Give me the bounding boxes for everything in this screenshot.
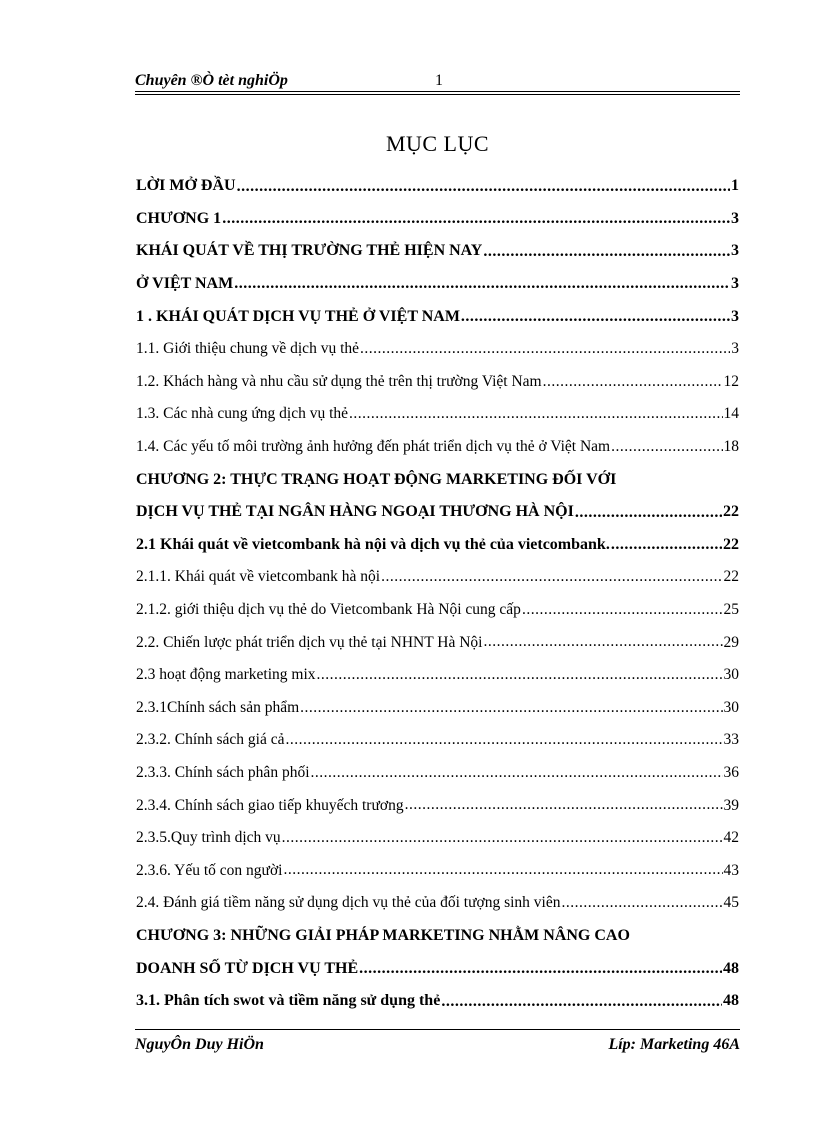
toc-entry-text: 2.1 Khái quát về vietcombank hà nội và dịch vụ thẻ của vietcombank.	[136, 535, 610, 553]
toc-entry[interactable]	[136, 431, 739, 464]
toc-leader-dots	[237, 177, 730, 196]
page-footer	[135, 1036, 740, 1058]
toc-leader-dots	[441, 992, 722, 1011]
toc-entry-page: 3	[731, 275, 739, 293]
toc-entry-page: 30	[723, 666, 739, 684]
footer-class: Líp: Marketing 46A	[608, 1036, 740, 1053]
toc-leader-dots	[282, 829, 723, 848]
toc-entry-page: 22	[723, 535, 739, 553]
toc-entry-text: CHƯƠNG 1	[136, 209, 222, 227]
toc-leader-dots	[286, 731, 723, 750]
toc-leader-dots	[611, 535, 722, 554]
toc-leader-dots	[562, 894, 723, 913]
toc-entry[interactable]	[136, 203, 739, 236]
toc-leader-dots	[311, 764, 723, 783]
toc-leader-dots	[359, 959, 722, 978]
toc-leader-dots	[611, 438, 722, 457]
toc-leader-dots	[522, 601, 723, 620]
toc-entry-text: 2.3.6. Yếu tố con người	[136, 861, 283, 879]
toc-entry-page: 48	[723, 959, 739, 977]
toc-entry-page: 22	[723, 568, 739, 586]
toc-entry[interactable]	[136, 496, 739, 529]
toc-entry-page: 3	[731, 340, 739, 358]
toc-entry-text: 2.3 hoạt động marketing mix	[136, 666, 316, 684]
toc-entry[interactable]	[136, 268, 739, 301]
toc-entry[interactable]	[136, 300, 739, 333]
toc-entry[interactable]	[136, 170, 739, 203]
toc-entry[interactable]	[136, 398, 739, 431]
header-rule-bottom	[135, 94, 740, 95]
toc-entry[interactable]	[136, 692, 739, 725]
toc-entry-text: CHƯƠNG 2: THỰC TRẠNG HOẠT ĐỘNG MARKETING ĐỐI VỚI	[136, 470, 617, 488]
toc-entry-page: 14	[723, 405, 739, 423]
toc-entry-text: 2.3.3. Chính sách phân phối	[136, 763, 310, 781]
toc-entry-text: 1.1. Giới thiệu chung về dịch vụ thẻ	[136, 340, 360, 358]
toc-entry-text: 2.4. Đánh giá tiềm năng sử dụng dịch vụ thẻ của đối tượng sinh viên	[136, 894, 561, 912]
toc-entry-text: 2.3.2. Chính sách giá cả	[136, 731, 285, 749]
toc-entry-page: 3	[731, 209, 739, 227]
toc-leader-dots	[222, 209, 730, 228]
toc-leader-dots	[483, 242, 730, 261]
toc-entry-text: CHƯƠNG 3: NHỮNG GIẢI PHÁP MARKETING NHẰM NÂNG CAO	[136, 926, 630, 944]
toc-leader-dots	[483, 633, 722, 652]
toc-entry[interactable]	[136, 952, 739, 985]
toc-entry-page: 3	[731, 242, 739, 260]
toc-leader-dots	[461, 307, 730, 326]
header-title: Chuyên ®Ò tèt nghiÖp	[135, 72, 288, 89]
toc-entry-page: 3	[731, 307, 739, 325]
toc-entry-page: 45	[723, 894, 739, 912]
toc-entry-page: 29	[723, 633, 739, 651]
footer-author: NguyÔn Duy HiÖn	[135, 1036, 264, 1053]
toc-entry-text: 2.3.1Chính sách sản phẩm	[136, 698, 300, 716]
footer-rule	[135, 1029, 740, 1030]
toc-entry-page: 33	[723, 731, 739, 749]
toc-leader-dots	[381, 568, 722, 587]
toc-leader-dots	[405, 796, 723, 815]
toc-entry[interactable]	[136, 594, 739, 627]
toc-entry-text: DOANH SỐ TỪ DỊCH VỤ THẺ	[136, 959, 359, 977]
toc-leader-dots	[300, 699, 722, 718]
toc-entry-page: 1	[731, 177, 739, 195]
toc-entry-page: 42	[723, 829, 739, 847]
page-title: MỤC LỤC	[385, 131, 490, 156]
toc-entry-text: 2.3.4. Chính sách giao tiếp khuyếch trương	[136, 796, 404, 814]
toc-entry-text: 2.1.1. Khái quát về vietcombank hà nội	[136, 568, 381, 586]
toc-entry[interactable]	[136, 659, 739, 692]
toc-entry[interactable]	[136, 333, 739, 366]
toc-entry-text: DỊCH VỤ THẺ TẠI NGÂN HÀNG NGOẠI THƯƠNG HÀ NỘI	[136, 503, 574, 521]
toc-entry-page: 30	[723, 698, 739, 716]
toc-entry[interactable]	[136, 822, 739, 855]
header-rule-top	[135, 91, 740, 92]
toc-entry-page: 48	[723, 992, 739, 1010]
toc-entry-page: 36	[723, 763, 739, 781]
toc-entry-text: 1.2. Khách hàng và nhu cầu sử dụng thẻ trên thị trường Việt Nam	[136, 372, 542, 390]
toc-entry-page: 43	[723, 861, 739, 879]
table-of-contents	[136, 170, 739, 1017]
toc-entry[interactable]	[136, 235, 739, 268]
toc-entry[interactable]	[136, 561, 739, 594]
toc-entry[interactable]	[136, 854, 739, 887]
toc-entry[interactable]	[136, 366, 739, 399]
toc-leader-dots	[543, 373, 723, 392]
toc-leader-dots	[349, 405, 722, 424]
toc-entry-text: 1.3. Các nhà cung ứng dịch vụ thẻ	[136, 405, 349, 423]
toc-entry[interactable]	[136, 920, 739, 953]
toc-entry-text: 1 . KHÁI QUÁT DỊCH VỤ THẺ Ở VIỆT NAM	[136, 307, 460, 325]
page-header	[135, 70, 740, 90]
toc-leader-dots	[317, 666, 723, 685]
toc-leader-dots	[234, 274, 730, 293]
toc-entry-page: 12	[723, 372, 739, 390]
toc-entry[interactable]	[136, 887, 739, 920]
toc-entry-text: LỜI MỞ ĐẦU	[136, 177, 236, 195]
toc-entry-text: Ở VIỆT NAM	[136, 275, 234, 293]
toc-entry[interactable]	[136, 724, 739, 757]
toc-entry-text: 1.4. Các yếu tố môi trường ảnh hưởng đến phát triển dịch vụ thẻ ở Việt Nam	[136, 438, 611, 456]
toc-leader-dots	[575, 503, 722, 522]
toc-entry[interactable]	[136, 463, 739, 496]
toc-entry-text: 2.2. Chiến lược phát triển dịch vụ thẻ tại NHNT Hà Nội	[136, 633, 483, 651]
toc-entry-page: 25	[723, 601, 739, 619]
toc-entry-text: 3.1. Phân tích swot và tiềm năng sử dụng thẻ	[136, 992, 441, 1010]
toc-entry[interactable]	[136, 757, 739, 790]
toc-entry-page: 22	[723, 503, 739, 521]
header-page-number: 1	[435, 72, 443, 89]
toc-entry[interactable]	[136, 529, 739, 562]
toc-entry-text: 2.3.5.Quy trình dịch vụ	[136, 829, 281, 847]
toc-entry-text: 2.1.2. giới thiệu dịch vụ thẻ do Vietcombank Hà Nội cung cấp	[136, 601, 521, 619]
toc-entry-text: KHÁI QUÁT VỀ THỊ TRƯỜNG THẺ HIỆN NAY	[136, 242, 483, 260]
toc-leader-dots	[283, 861, 722, 880]
toc-entry[interactable]	[136, 985, 739, 1018]
toc-entry-page: 39	[723, 796, 739, 814]
toc-leader-dots	[360, 340, 730, 359]
toc-entry[interactable]	[136, 626, 739, 659]
toc-entry[interactable]	[136, 789, 739, 822]
toc-entry-page: 18	[723, 438, 739, 456]
